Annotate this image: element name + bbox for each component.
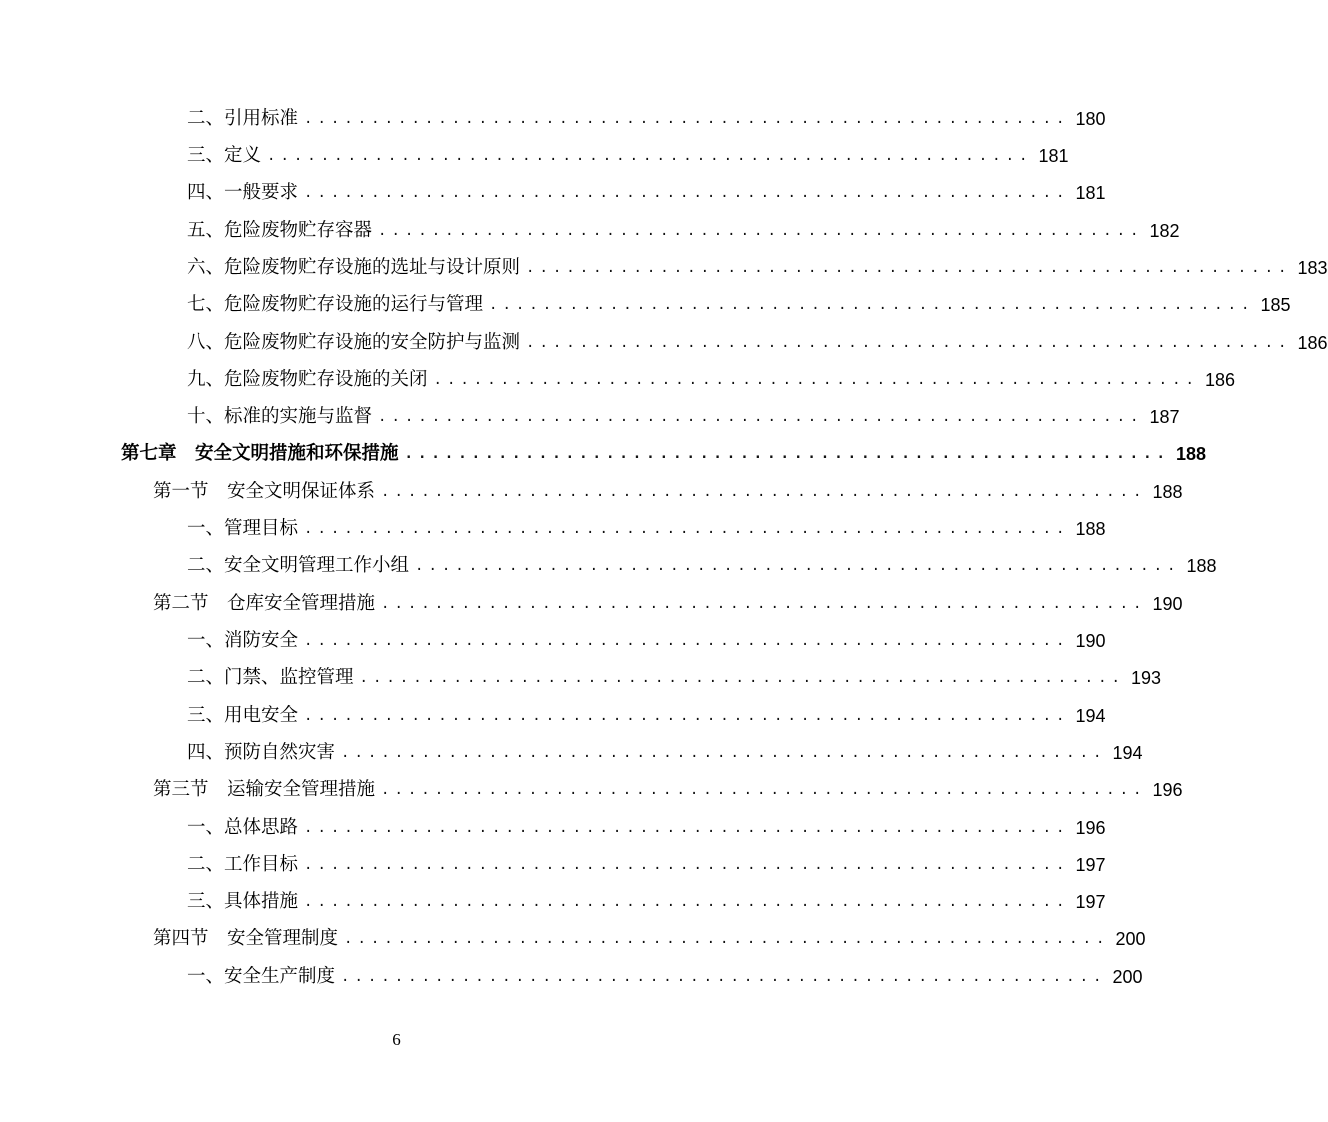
toc-entry[interactable]	[187, 141, 1069, 171]
toc-entry-page: 187	[1149, 407, 1180, 427]
toc-entry-page: 200	[1112, 967, 1143, 987]
dot-leader: .........................................................	[304, 521, 1070, 537]
toc-section-title: 第四节 安全管理制度	[153, 928, 339, 949]
toc-entry-page: 188	[1186, 556, 1217, 576]
toc-entry-page: 194	[1112, 743, 1143, 763]
toc-entry-title: 三、具体措施	[187, 891, 299, 912]
toc-section-title: 第一节 安全文明保证体系	[153, 481, 376, 502]
toc-entry-title: 十、标准的实施与监督	[187, 406, 373, 427]
toc-entry-title: 二、工作目标	[187, 854, 299, 875]
toc-entry-page: 197	[1075, 892, 1106, 912]
toc-entry-title: 二、安全文明管理工作小组	[187, 555, 410, 576]
page-number: 6	[392, 1030, 401, 1049]
dot-leader: .........................................................	[381, 596, 1147, 612]
toc-entry-title: 五、危险废物贮存容器	[187, 220, 373, 241]
toc-entry-page: 182	[1149, 221, 1180, 241]
toc-entry-page: 180	[1075, 109, 1106, 129]
toc-section-page: 190	[1152, 594, 1183, 614]
dot-leader: .........................................................	[304, 820, 1070, 836]
toc-entry-title: 七、危险废物贮存设施的运行与管理	[187, 294, 484, 315]
toc-entry[interactable]	[187, 290, 1291, 320]
dot-leader: .........................................................	[341, 969, 1107, 985]
toc-section-title: 第三节 运输安全管理措施	[153, 779, 376, 800]
toc-entry-page: 185	[1260, 295, 1291, 315]
dot-leader: .........................................................	[359, 670, 1125, 686]
toc-entry[interactable]	[187, 514, 1106, 544]
toc-entry-title: 二、门禁、监控管理	[187, 667, 354, 688]
toc-chapter-page: 188	[1175, 444, 1206, 464]
dot-leader: .........................................................	[404, 446, 1170, 462]
dot-leader: .........................................................	[341, 745, 1107, 761]
toc-entry-page: 181	[1075, 183, 1106, 203]
dot-leader: .........................................................	[304, 633, 1070, 649]
toc-entry-title: 六、危险废物贮存设施的选址与设计原则	[187, 257, 521, 278]
dot-leader: .........................................................	[304, 708, 1070, 724]
toc-entry[interactable]	[187, 962, 1143, 992]
dot-leader: .........................................................	[415, 558, 1181, 574]
toc-section[interactable]	[153, 589, 1183, 619]
toc-entry[interactable]	[187, 178, 1106, 208]
dot-leader: .........................................................	[378, 409, 1144, 425]
toc-entry-title: 三、用电安全	[187, 705, 299, 726]
toc-entry[interactable]	[187, 328, 1328, 358]
dot-leader: .........................................................	[381, 484, 1147, 500]
toc-entry-title: 八、危险废物贮存设施的安全防护与监测	[187, 332, 521, 353]
toc-entry[interactable]	[187, 551, 1217, 581]
toc-entry[interactable]	[187, 738, 1143, 768]
toc-entry[interactable]	[187, 626, 1106, 656]
dot-leader: .........................................................	[526, 335, 1292, 351]
toc-entry[interactable]	[187, 850, 1106, 880]
toc-entry[interactable]	[187, 402, 1180, 432]
toc-entry-page: 188	[1075, 519, 1106, 539]
toc-section-page: 196	[1152, 780, 1183, 800]
toc-entry[interactable]	[187, 887, 1106, 917]
toc-entry-title: 四、一般要求	[187, 182, 299, 203]
dot-leader: .........................................................	[381, 782, 1147, 798]
dot-leader: .........................................................	[526, 260, 1292, 276]
toc-section[interactable]	[153, 775, 1183, 805]
dot-leader: .........................................................	[267, 148, 1033, 164]
dot-leader: .........................................................	[304, 111, 1070, 127]
dot-leader: .........................................................	[304, 185, 1070, 201]
toc-entry[interactable]	[187, 365, 1235, 395]
dot-leader: .........................................................	[433, 372, 1199, 388]
toc-entry-page: 193	[1130, 668, 1161, 688]
toc-entry-title: 一、总体思路	[187, 817, 299, 838]
toc-entry-page: 197	[1075, 855, 1106, 875]
toc-entry-page: 186	[1204, 370, 1235, 390]
toc-section-page: 200	[1115, 929, 1146, 949]
dot-leader: .........................................................	[378, 223, 1144, 239]
toc-entry[interactable]	[187, 701, 1106, 731]
toc-entry-title: 一、消防安全	[187, 630, 299, 651]
toc-entry[interactable]	[187, 253, 1328, 283]
toc-entry-title: 九、危险废物贮存设施的关闭	[187, 369, 428, 390]
toc-chapter[interactable]	[121, 439, 1206, 469]
toc-section[interactable]	[153, 924, 1146, 954]
toc-entry-title: 一、管理目标	[187, 518, 299, 539]
dot-leader: .........................................................	[344, 931, 1110, 947]
dot-leader: .........................................................	[304, 857, 1070, 873]
dot-leader: .........................................................	[489, 297, 1255, 313]
toc-entry-page: 194	[1075, 706, 1106, 726]
toc-entry-page: 196	[1075, 818, 1106, 838]
toc-entry-title: 四、预防自然灾害	[187, 742, 336, 763]
toc-section-page: 188	[1152, 482, 1183, 502]
toc-entry[interactable]	[187, 813, 1106, 843]
toc-section[interactable]	[153, 477, 1183, 507]
toc-entry-page: 186	[1297, 333, 1328, 353]
toc-chapter-title: 第七章 安全文明措施和环保措施	[121, 443, 399, 464]
dot-leader: .........................................................	[304, 894, 1070, 910]
toc-entry-page: 190	[1075, 631, 1106, 651]
toc-entry-title: 二、引用标准	[187, 108, 299, 129]
toc-entry[interactable]	[187, 663, 1161, 693]
toc-entry-title: 三、定义	[187, 145, 262, 166]
toc-entry-page: 183	[1297, 258, 1328, 278]
toc-entry-page: 181	[1038, 146, 1069, 166]
toc-entry-title: 一、安全生产制度	[187, 966, 336, 987]
toc-entry[interactable]	[187, 216, 1180, 246]
toc-entry[interactable]	[187, 104, 1106, 134]
toc-section-title: 第二节 仓库安全管理措施	[153, 593, 376, 614]
